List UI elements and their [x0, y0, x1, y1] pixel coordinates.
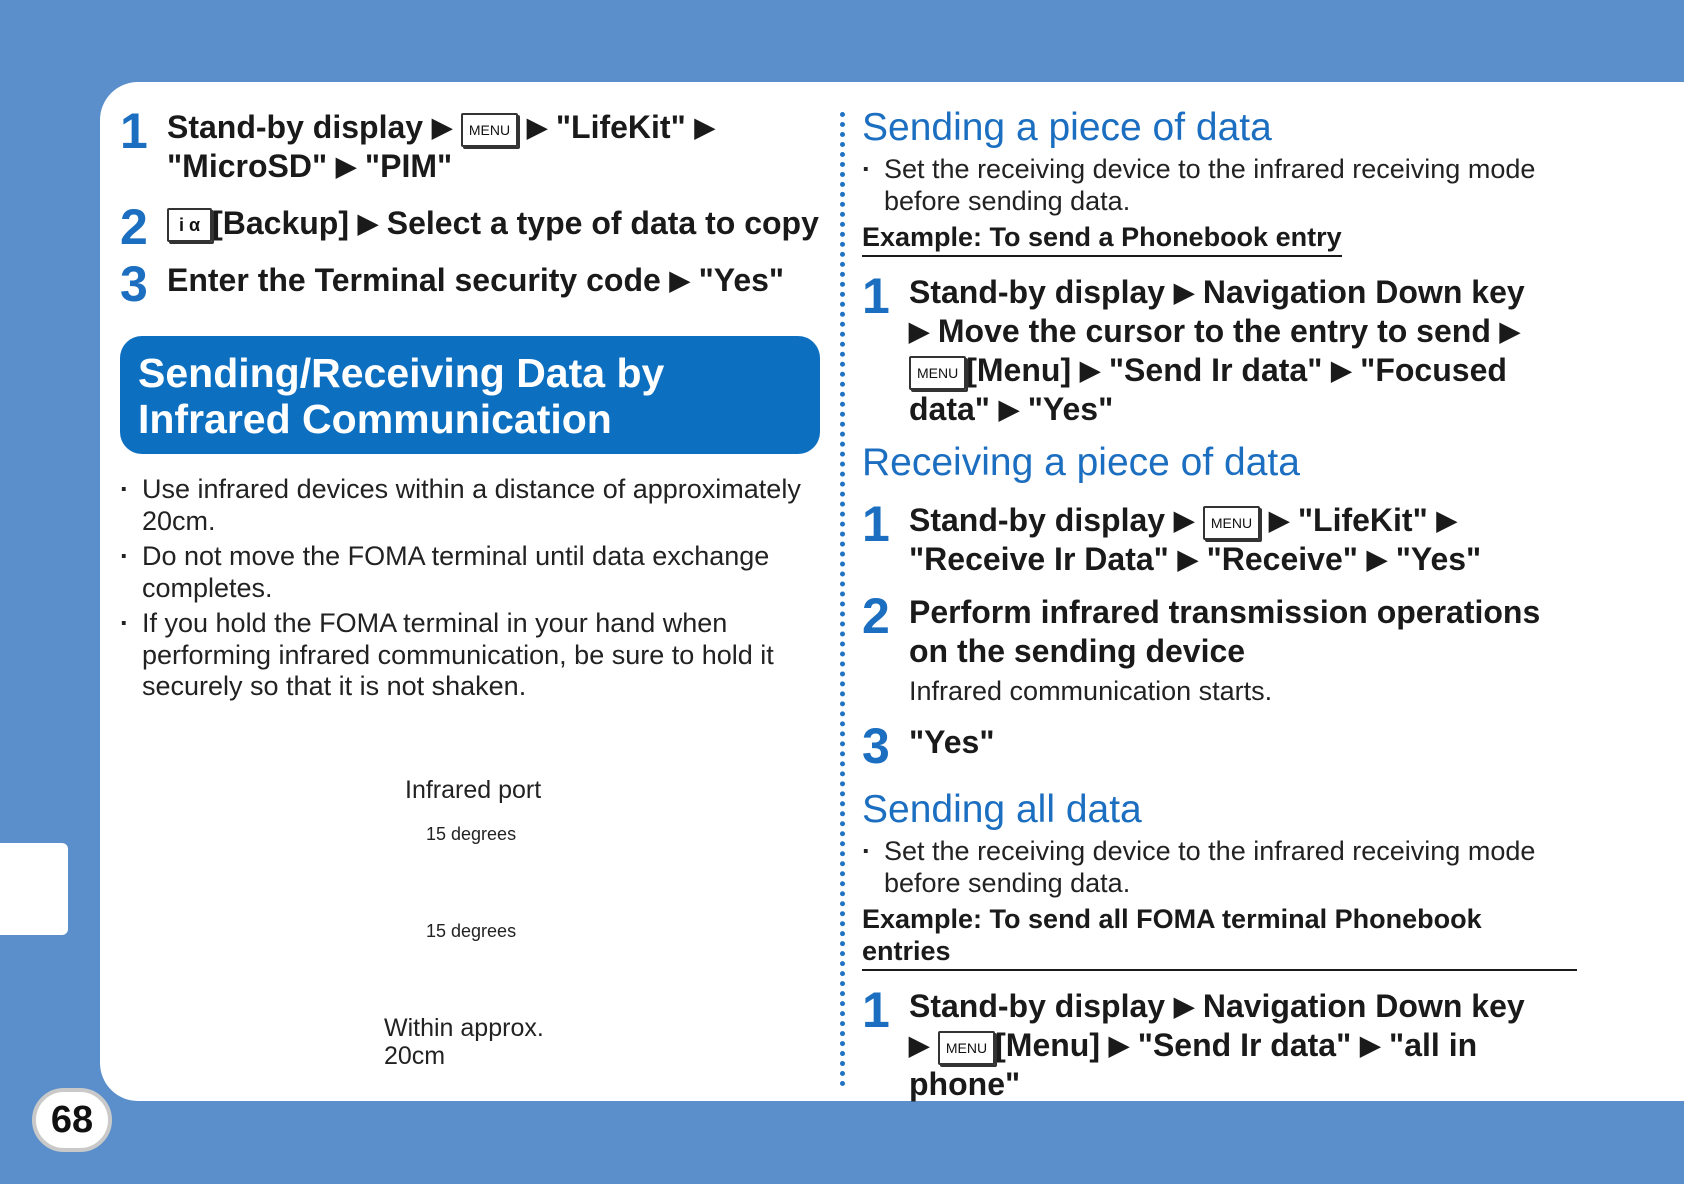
arrow-icon: ▶	[1173, 277, 1194, 307]
list-item: · Set the receiving device to the infrared receiving mode before sending data.	[862, 836, 1577, 899]
arrow-icon: ▶	[694, 112, 715, 142]
step-number: 2	[862, 588, 890, 644]
arrow-icon: ▶	[357, 208, 378, 238]
example-heading: Example: To send a Phonebook entry	[862, 221, 1342, 257]
step-1	[862, 268, 1577, 429]
step-3	[862, 718, 1577, 774]
section-banner	[120, 336, 820, 454]
step-part: "LifeKit"	[555, 109, 686, 145]
step-note: Infrared communication starts.	[909, 676, 1273, 706]
list-item: · Do not move the FOMA terminal until data exchange completes.	[120, 541, 820, 604]
arrow-icon: ▶	[431, 112, 452, 142]
step-number: 3	[862, 718, 890, 774]
step-1	[862, 496, 1577, 579]
step-part: Stand-by display	[167, 109, 424, 145]
arrow-icon: ▶	[1499, 316, 1520, 346]
step-part: "PIM"	[364, 148, 453, 184]
list-item: · Use infrared devices within a distance of approximately 20cm.	[120, 474, 820, 537]
menu-key-icon: MENU	[1203, 506, 1260, 540]
banner-line: Sending/Receiving Data by	[138, 350, 665, 396]
angle-top-label: 15 degrees	[426, 824, 517, 844]
step-part: "Focused data"	[909, 352, 1507, 427]
step-part: Stand-by display	[909, 988, 1166, 1024]
i-alpha-key-icon: i α	[167, 208, 212, 242]
arrow-icon: ▶	[909, 316, 929, 346]
arrow-icon: ▶	[1108, 1030, 1129, 1060]
step-text	[909, 987, 1577, 1104]
step-number: 1	[120, 103, 148, 159]
list-item: · If you hold the FOMA terminal in your hand when performing infrared communication, be sure to hold it securely so that it is not shaken.	[120, 608, 820, 703]
distance-line: 20cm	[384, 1042, 446, 1070]
step-text	[167, 204, 820, 243]
step-part: "all in phone"	[909, 1027, 1478, 1102]
arrow-icon: ▶	[1079, 355, 1100, 385]
arrow-icon: ▶	[1177, 544, 1198, 574]
step-part: "Receive Ir Data"	[909, 541, 1169, 577]
step-text: Perform infrared transmission operations on the sending device	[909, 594, 1541, 669]
step-part: "Send Ir data"	[1137, 1027, 1352, 1063]
chapter-index-tab	[0, 843, 68, 935]
menu-key-icon: MENU	[938, 1031, 995, 1065]
step-part: "LifeKit"	[1297, 502, 1428, 538]
arrow-icon: ▶	[1173, 991, 1194, 1021]
step-number: 1	[862, 268, 890, 324]
arrow-icon: ▶	[998, 394, 1019, 424]
step-1	[862, 982, 1577, 1104]
step-part: Navigation Down key	[1202, 274, 1525, 310]
step-number: 2	[120, 199, 148, 255]
arrow-icon: ▶	[526, 112, 547, 142]
step-2	[120, 199, 820, 255]
arrow-icon: ▶	[909, 1030, 929, 1060]
section-title-sending-piece: Sending a piece of data	[862, 106, 1272, 149]
step-part: "Yes"	[1395, 541, 1482, 577]
step-part: Navigation Down key	[1202, 988, 1525, 1024]
step-part: [Menu]	[995, 1027, 1100, 1063]
step-part: [Menu]	[966, 352, 1072, 388]
arrow-icon: ▶	[336, 151, 357, 181]
step-text	[167, 261, 820, 300]
step-part: Select a type of data to copy	[386, 205, 819, 241]
example-heading: Example: To send all FOMA terminal Phonebook entries	[862, 903, 1577, 971]
step-part: "Yes"	[1027, 391, 1114, 427]
menu-key-icon: MENU	[909, 356, 966, 390]
step-number: 3	[120, 256, 148, 312]
notes-list	[120, 474, 820, 703]
distance-label	[384, 1014, 544, 1070]
step-part: Stand-by display	[909, 502, 1166, 538]
right-column	[862, 106, 1577, 1104]
distance-line: Within approx.	[384, 1014, 544, 1042]
step-part: Stand-by display	[909, 274, 1166, 310]
step-1	[120, 103, 820, 186]
step-part: "Yes"	[698, 262, 785, 298]
arrow-icon: ▶	[1360, 1030, 1381, 1060]
page-number: 68	[32, 1088, 112, 1152]
step-text	[909, 501, 1577, 579]
step-part: "Receive"	[1206, 541, 1358, 577]
step-3	[120, 256, 820, 312]
step-part: Move the cursor to the entry to send	[937, 313, 1491, 349]
step-text	[167, 108, 820, 186]
arrow-icon: ▶	[1436, 505, 1457, 535]
section-title-receiving-piece: Receiving a piece of data	[862, 441, 1300, 484]
list-item: · Set the receiving device to the infrared receiving mode before sending data.	[862, 154, 1577, 217]
arrow-icon: ▶	[1268, 505, 1289, 535]
arrow-icon: ▶	[669, 265, 690, 295]
arrow-icon: ▶	[1366, 544, 1387, 574]
arrow-icon: ▶	[1331, 355, 1352, 385]
step-part: "MicroSD"	[167, 148, 328, 184]
step-part: Enter the Terminal security code	[167, 262, 661, 298]
arrow-icon: ▶	[1173, 505, 1194, 535]
step-number: 1	[862, 982, 890, 1038]
step-number: 1	[862, 496, 890, 552]
column-divider	[840, 112, 845, 1087]
section-title-sending-all: Sending all data	[862, 788, 1142, 831]
menu-key-icon: MENU	[461, 113, 518, 147]
step-text	[909, 273, 1577, 429]
left-column	[120, 103, 820, 707]
step-part: [Backup]	[212, 205, 349, 241]
step-text: "Yes"	[909, 724, 995, 760]
step-part: "Send Ir data"	[1108, 352, 1323, 388]
infrared-port-label: Infrared port	[405, 776, 542, 804]
banner-line: Infrared Communication	[138, 396, 612, 442]
angle-bottom-label: 15 degrees	[426, 921, 517, 941]
step-2	[862, 588, 1577, 709]
